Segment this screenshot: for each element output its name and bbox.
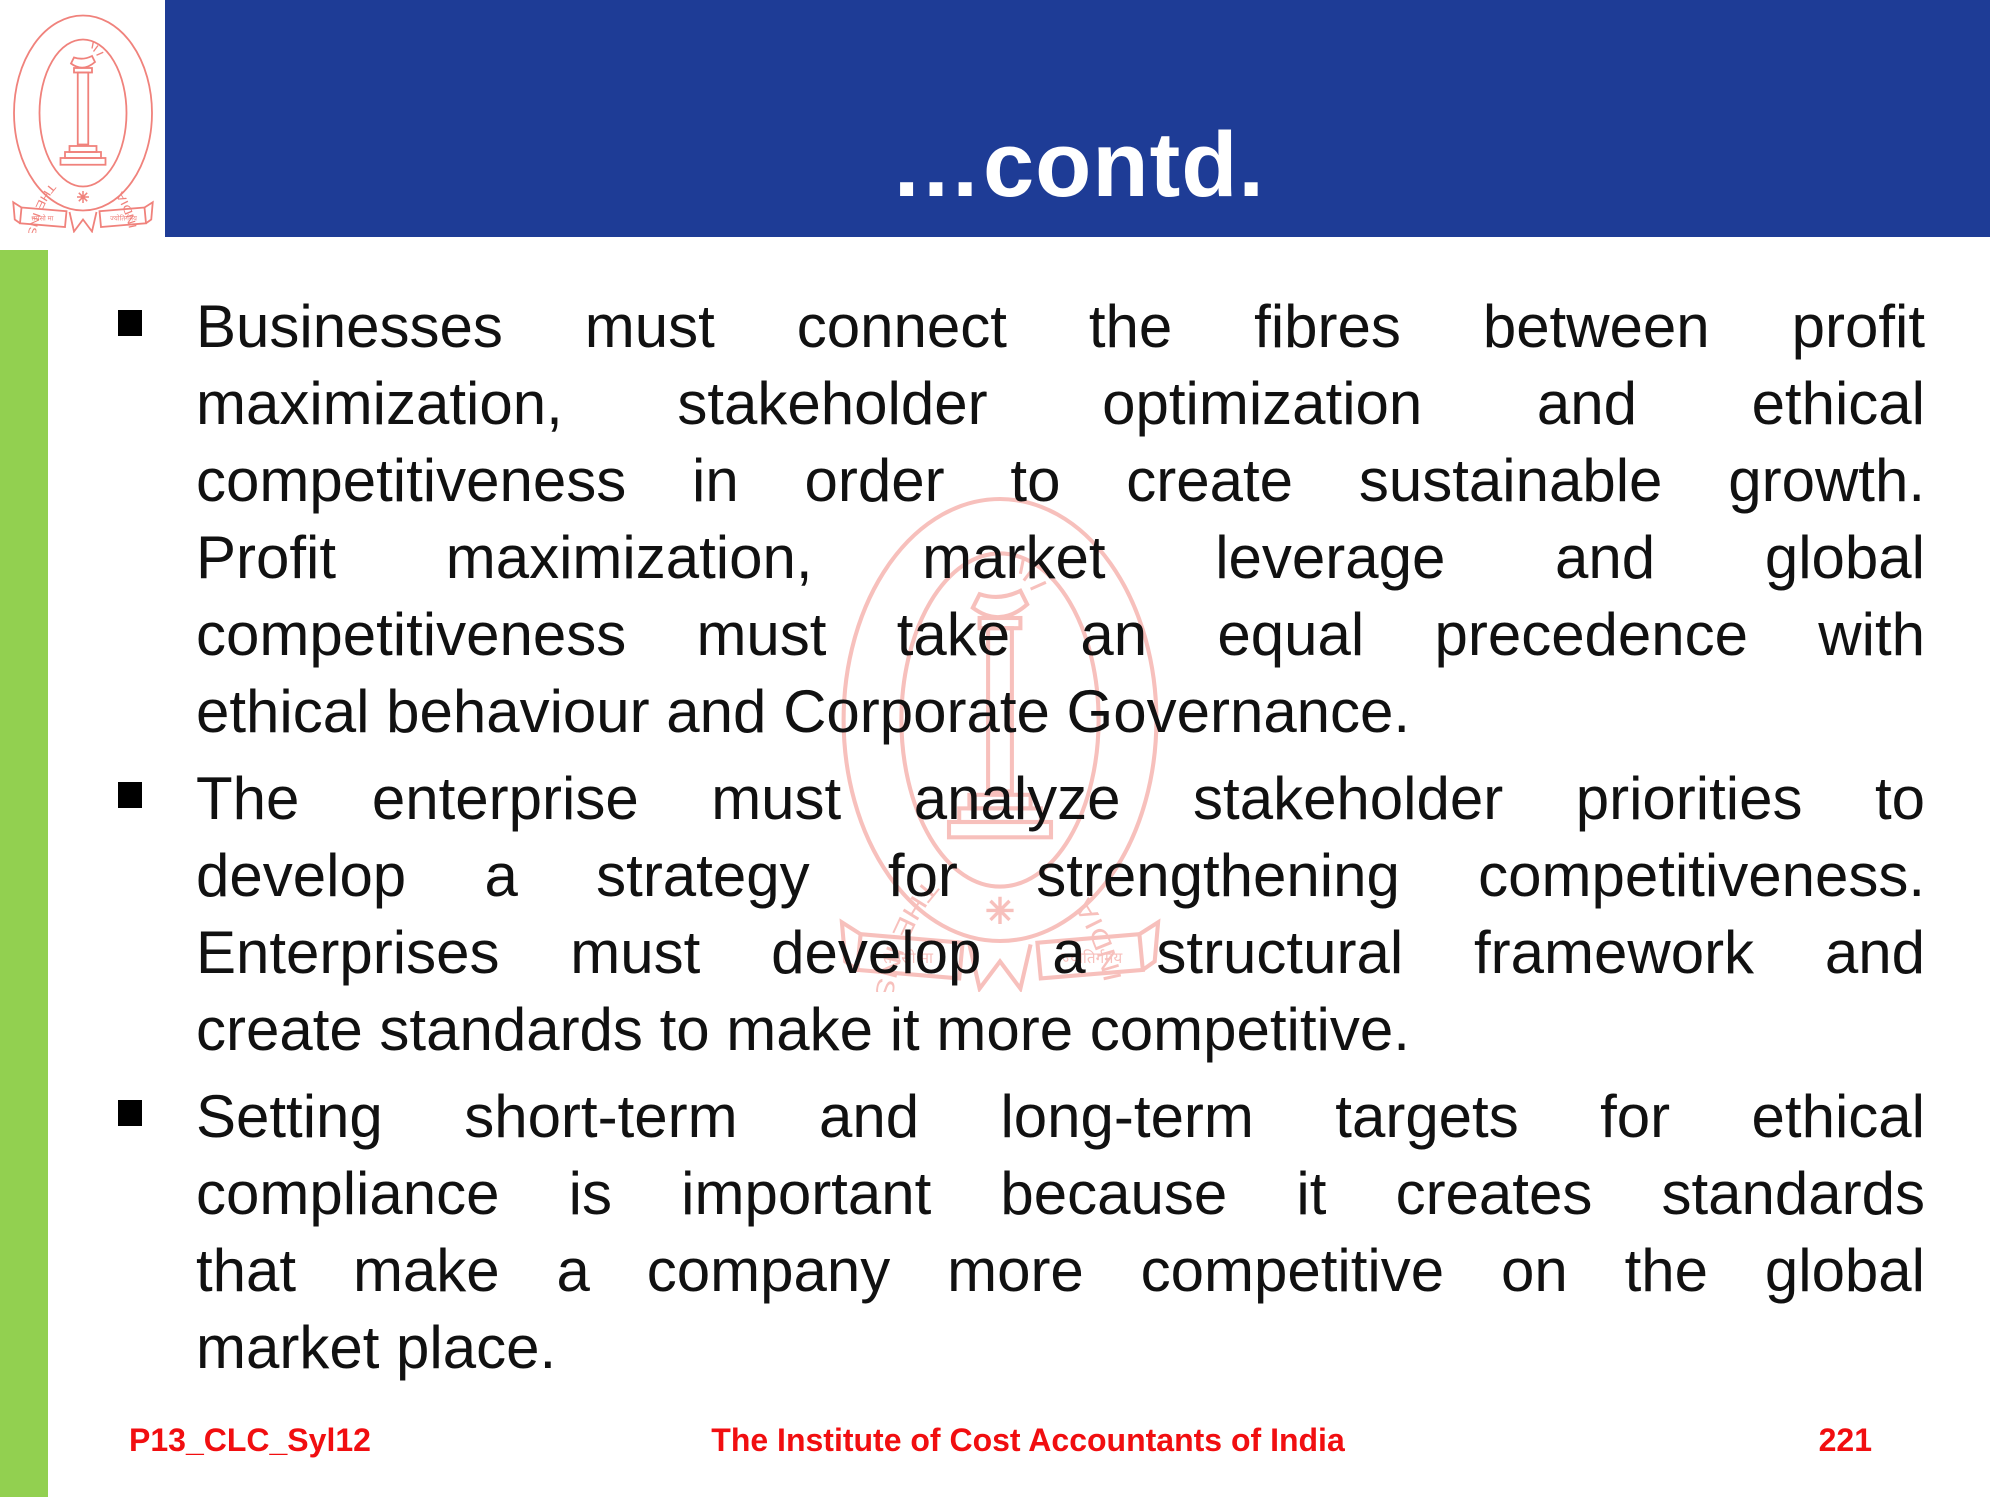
- logo-column: [0, 0, 165, 250]
- bullet-line: The enterprise must analyze stakeholder priorities to: [196, 765, 1925, 832]
- bullet-line: maximization, stakeholder optimization and ethical: [196, 370, 1925, 437]
- footer: [0, 1418, 1990, 1468]
- bullet-line: compliance is important because it creates standards: [196, 1160, 1925, 1227]
- bullet-line: competitiveness must take an equal precedence with: [196, 601, 1925, 668]
- bullet-line: competitiveness in order to create sustainable growth.: [196, 447, 1925, 514]
- body-content: [118, 288, 1925, 1396]
- bullet-lines: [196, 288, 1925, 750]
- bullet-square-icon: [118, 310, 142, 336]
- header-bar: [165, 0, 1990, 237]
- institute-logo-icon: [8, 8, 158, 233]
- footer-institute-name: The Institute of Cost Accountants of India: [711, 1422, 1345, 1458]
- bullet-lines: [196, 760, 1925, 1068]
- bullet-line: Enterprises must develop a structural framework and: [196, 919, 1925, 986]
- bullet-line: Businesses must connect the fibres between profit: [196, 293, 1925, 360]
- page-title: …contd.: [890, 114, 1265, 216]
- bullet-line: ethical behaviour and Corporate Governance.: [196, 678, 1411, 745]
- bullet-line: that make a company more competitive on the global: [196, 1237, 1925, 1304]
- bullet-item: [118, 760, 1925, 1068]
- bullet-line: market place.: [196, 1314, 557, 1381]
- footer-slide-code: P13_CLC_Syl12: [129, 1422, 371, 1458]
- bullet-item: [118, 288, 1925, 750]
- bullet-line: Setting short-term and long-term targets for ethical: [196, 1083, 1925, 1150]
- bullet-item: [118, 1078, 1925, 1386]
- bullet-line: create standards to make it more competitive.: [196, 996, 1410, 1063]
- footer-page-number: 221: [1818, 1422, 1872, 1458]
- bullet-line: Profit maximization, market leverage and global: [196, 524, 1925, 591]
- bullet-square-icon: [118, 1100, 142, 1126]
- bullet-square-icon: [118, 782, 142, 808]
- bullet-line: develop a strategy for strengthening competitiveness.: [196, 842, 1925, 909]
- bullet-lines: [196, 1078, 1925, 1386]
- green-stripe: [0, 238, 48, 1497]
